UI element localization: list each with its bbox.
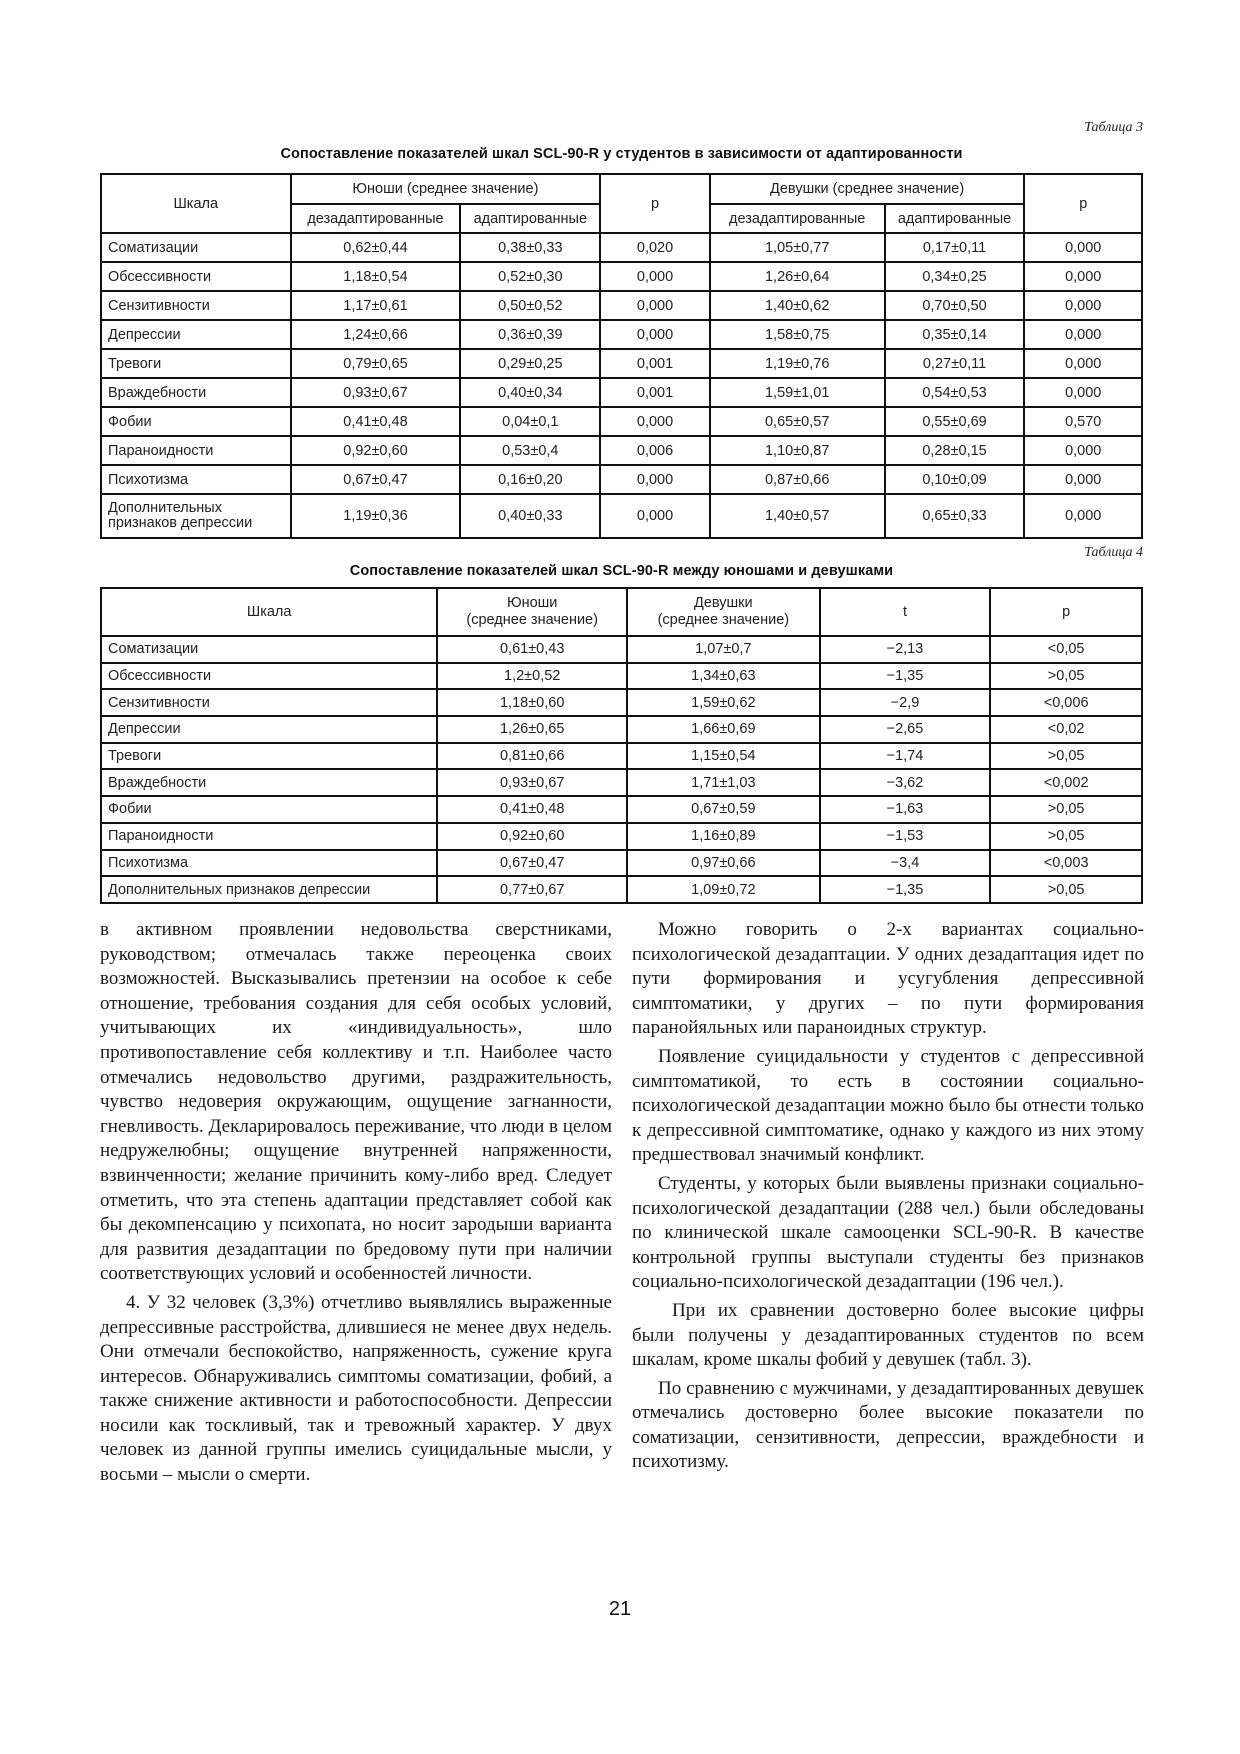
- t3-cell-scale: Дополнительных признаков депрессии: [101, 494, 291, 538]
- paragraph: в активном проявлении недовольства сверстниками, руководством; отмечалась также переоценка своих возможностей. Высказывались претензии на особое к себе отношение, требования создания для себя особых условий, учитывающих их «индивидуальность», шло противопоставление себя коллективу и т.п. Наиболее часто отмечались недовольство другими, раздражительность, чувство недоверия окружающим, ощущение загнанности, гневливость. Декларировалось переживание, что люди в целом недружелюбны; ощущение внутренней напряженности, взвинченности; желание причинить кому-либо вред. Следует отметить, что эта степень адаптации представляет собой как бы декомпенсацию у психопата, но носит зародыши варианта для развития дезадаптации по бредовому пути при наличии соответствующих условий и особенностей личности.: [100, 919, 612, 1285]
- t4-cell-boys: 0,67±0,47: [437, 850, 627, 877]
- table-row: [101, 769, 1142, 796]
- t4-cell-t: −2,13: [820, 636, 991, 663]
- t3-cell-girls-adapted: 0,27±0,11: [885, 349, 1025, 378]
- t3-cell-girls-p: 0,000: [1024, 262, 1142, 291]
- t4-cell-boys: 1,2±0,52: [437, 663, 627, 690]
- t3-cell-boys-p: 0,001: [600, 378, 710, 407]
- table4-label: Таблица 4: [1084, 545, 1143, 560]
- t3-header-girls-maladapted: дезадаптированные: [710, 204, 885, 233]
- t4-cell-p: >0,05: [990, 663, 1142, 690]
- t3-cell-boys-p: 0,000: [600, 465, 710, 494]
- t3-cell-girls-maladapted: 1,26±0,64: [710, 262, 885, 291]
- table-row: [101, 349, 1142, 378]
- table-row: [101, 823, 1142, 850]
- t4-header-scale: Шкала: [101, 588, 437, 636]
- t4-cell-t: −2,65: [820, 716, 991, 743]
- t4-cell-p: <0,003: [990, 850, 1142, 877]
- t3-cell-girls-maladapted: 1,58±0,75: [710, 320, 885, 349]
- table-row: [101, 407, 1142, 436]
- t4-cell-p: >0,05: [990, 823, 1142, 850]
- t4-cell-girls: 1,16±0,89: [627, 823, 820, 850]
- body-column-left: [100, 918, 612, 1492]
- t3-cell-boys-maladapted: 0,67±0,47: [291, 465, 461, 494]
- t4-cell-scale: Депрессии: [101, 716, 437, 743]
- t3-cell-scale: Фобии: [101, 407, 291, 436]
- t4-cell-t: −2,9: [820, 689, 991, 716]
- t3-cell-girls-maladapted: 1,40±0,57: [710, 494, 885, 538]
- t3-cell-boys-maladapted: 0,92±0,60: [291, 436, 461, 465]
- t3-cell-scale: Обсессивности: [101, 262, 291, 291]
- t3-header-scale: Шкала: [101, 174, 291, 233]
- t3-cell-boys-adapted: 0,50±0,52: [460, 291, 600, 320]
- paragraph: 4. У 32 человек (3,3%) отчетливо выявлялись выраженные депрессивные расстройства, длившиеся не менее двух недель. Они отмечали беспокойство, напряженность, сужение круга интересов. Обнаруживались симптомы соматизации, фобий, а также снижение активности и работоспособности. Депрессии носили как тоскливый, так и тревожный характер. У двух человек из данной группы имелись суицидальные мысли, у восьми – мысли о смерти.: [100, 1291, 612, 1486]
- t4-cell-p: <0,006: [990, 689, 1142, 716]
- t4-header-t: t: [820, 588, 991, 636]
- t3-cell-girls-adapted: 0,35±0,14: [885, 320, 1025, 349]
- table-row: [101, 494, 1142, 538]
- t3-cell-girls-p: 0,000: [1024, 494, 1142, 538]
- t4-cell-boys: 0,81±0,66: [437, 743, 627, 770]
- table4-title: Сопоставление показателей шкал SCL-90-R между юношами и девушками: [349, 563, 894, 579]
- t3-header-boys: Юноши (среднее значение): [291, 174, 601, 204]
- t4-cell-girls: 0,97±0,66: [627, 850, 820, 877]
- t4-cell-boys: 0,93±0,67: [437, 769, 627, 796]
- t3-cell-boys-maladapted: 0,79±0,65: [291, 349, 461, 378]
- t3-cell-girls-maladapted: 1,59±1,01: [710, 378, 885, 407]
- t3-cell-boys-p: 0,000: [600, 262, 710, 291]
- t4-cell-boys: 0,61±0,43: [437, 636, 627, 663]
- paragraph: Появление суицидальности у студентов с депрессивной симптоматикой, то есть в состоянии социально-психологической дезадаптации можно было бы отнести только к депрессивной симптоматике, однако у каждого из них этому предшествовал значимый конфликт.: [632, 1045, 1144, 1166]
- t4-cell-scale: Враждебности: [101, 769, 437, 796]
- t4-cell-t: −1,35: [820, 663, 991, 690]
- t4-cell-t: −1,35: [820, 876, 991, 903]
- t4-cell-girls: 1,66±0,69: [627, 716, 820, 743]
- t3-cell-scale: Тревоги: [101, 349, 291, 378]
- t3-header-boys-adapted: адаптированные: [460, 204, 600, 233]
- t4-cell-boys: 0,41±0,48: [437, 796, 627, 823]
- table3-title: Сопоставление показателей шкал SCL-90-R у студентов в зависимости от адаптированности: [280, 146, 963, 162]
- t4-header-p: p: [990, 588, 1142, 636]
- table-row: [101, 716, 1142, 743]
- t3-cell-boys-adapted: 0,36±0,39: [460, 320, 600, 349]
- t3-cell-scale: Враждебности: [101, 378, 291, 407]
- t4-cell-girls: 1,09±0,72: [627, 876, 820, 903]
- table-row: [101, 436, 1142, 465]
- t3-cell-girls-maladapted: 1,19±0,76: [710, 349, 885, 378]
- t3-cell-girls-p: 0,000: [1024, 465, 1142, 494]
- table-row: [101, 850, 1142, 877]
- t3-cell-girls-p: 0,000: [1024, 436, 1142, 465]
- t4-header-girls: [627, 588, 820, 636]
- t3-cell-boys-adapted: 0,29±0,25: [460, 349, 600, 378]
- t4-header-girls-line2: (среднее значение): [657, 612, 790, 628]
- t3-cell-girls-p: 0,000: [1024, 233, 1142, 262]
- t3-cell-girls-adapted: 0,17±0,11: [885, 233, 1025, 262]
- t3-cell-girls-adapted: 0,65±0,33: [885, 494, 1025, 538]
- t3-header-girls-adapted: адаптированные: [885, 204, 1025, 233]
- t4-header-boys: [437, 588, 627, 636]
- t4-cell-girls: 1,07±0,7: [627, 636, 820, 663]
- t3-cell-boys-adapted: 0,38±0,33: [460, 233, 600, 262]
- t4-cell-scale: Тревоги: [101, 743, 437, 770]
- paragraph: Можно говорить о 2-х вариантах социально-психологической дезадаптации. У одних дезадаптация идет по пути формирования и усугубления депрессивной симптоматики, у других – по пути формирования паранойяльных или параноидных структур.: [632, 919, 1144, 1039]
- t4-cell-p: <0,05: [990, 636, 1142, 663]
- t3-cell-boys-maladapted: 1,17±0,61: [291, 291, 461, 320]
- t4-cell-scale: Психотизма: [101, 850, 437, 877]
- t3-cell-girls-adapted: 0,55±0,69: [885, 407, 1025, 436]
- t3-cell-girls-adapted: 0,70±0,50: [885, 291, 1025, 320]
- t3-cell-girls-adapted: 0,28±0,15: [885, 436, 1025, 465]
- t3-cell-boys-p: 0,006: [600, 436, 710, 465]
- t3-cell-girls-p: 0,000: [1024, 378, 1142, 407]
- t3-cell-boys-adapted: 0,40±0,34: [460, 378, 600, 407]
- t3-cell-scale: Психотизма: [101, 465, 291, 494]
- table-row: [101, 663, 1142, 690]
- t4-cell-boys: 0,77±0,67: [437, 876, 627, 903]
- t3-header-girls-p: p: [1024, 174, 1142, 233]
- t4-cell-scale: Параноидности: [101, 823, 437, 850]
- t4-header-girls-line1: Девушки: [694, 595, 753, 611]
- t4-cell-t: −1,74: [820, 743, 991, 770]
- t3-cell-boys-adapted: 0,16±0,20: [460, 465, 600, 494]
- paragraph: Студенты, у которых были выявлены признаки социально-психологической дезадаптации (288 чел.) были обследованы по клинической шкале самооценки SCL-90-R. В качестве контрольной группы выступали студенты без признаков социально-психологической дезадаптации (196 чел.).: [632, 1172, 1144, 1293]
- t4-cell-girls: 0,67±0,59: [627, 796, 820, 823]
- t4-cell-t: −3,62: [820, 769, 991, 796]
- t4-cell-t: −1,63: [820, 796, 991, 823]
- t3-cell-girls-maladapted: 1,40±0,62: [710, 291, 885, 320]
- paragraph: При их сравнении достоверно более высокие цифры были получены у дезадаптированных студентов по всем шкалам, кроме шкалы фобий у девушек (табл. 3).: [632, 1299, 1144, 1371]
- table-row: [101, 689, 1142, 716]
- t3-cell-scale: Сензитивности: [101, 291, 291, 320]
- t4-cell-boys: 1,26±0,65: [437, 716, 627, 743]
- table3: [100, 173, 1143, 539]
- table-row: [101, 876, 1142, 903]
- t4-header-boys-line1: Юноши: [506, 595, 558, 611]
- table-row: [101, 378, 1142, 407]
- table-row: [101, 233, 1142, 262]
- table-row: [101, 796, 1142, 823]
- table-row: [101, 743, 1142, 770]
- t3-cell-girls-p: 0,000: [1024, 291, 1142, 320]
- t3-cell-boys-maladapted: 0,62±0,44: [291, 233, 461, 262]
- t3-cell-girls-adapted: 0,10±0,09: [885, 465, 1025, 494]
- t4-cell-scale: Сензитивности: [101, 689, 437, 716]
- t3-cell-boys-p: 0,000: [600, 494, 710, 538]
- t3-cell-boys-p: 0,020: [600, 233, 710, 262]
- t3-cell-boys-maladapted: 0,93±0,67: [291, 378, 461, 407]
- t3-cell-boys-maladapted: 1,19±0,36: [291, 494, 461, 538]
- t4-cell-boys: 1,18±0,60: [437, 689, 627, 716]
- t3-cell-boys-maladapted: 1,18±0,54: [291, 262, 461, 291]
- t4-cell-boys: 0,92±0,60: [437, 823, 627, 850]
- t4-cell-scale: Фобии: [101, 796, 437, 823]
- t4-cell-girls: 1,71±1,03: [627, 769, 820, 796]
- t3-cell-girls-maladapted: 0,87±0,66: [710, 465, 885, 494]
- t4-cell-girls: 1,15±0,54: [627, 743, 820, 770]
- t3-cell-girls-maladapted: 0,65±0,57: [710, 407, 885, 436]
- t3-cell-boys-adapted: 0,40±0,33: [460, 494, 600, 538]
- t3-cell-scale: Параноидности: [101, 436, 291, 465]
- t3-header-girls: Девушки (среднее значение): [710, 174, 1025, 204]
- paragraph: По сравнению с мужчинами, у дезадаптированных девушек отмечались достоверно более высокие показатели по соматизации, сензитивности, депрессии, враждебности и психотизму.: [632, 1377, 1144, 1473]
- page-number: 21: [608, 1598, 632, 1620]
- t3-cell-boys-maladapted: 0,41±0,48: [291, 407, 461, 436]
- table4: [100, 587, 1143, 904]
- t4-cell-p: >0,05: [990, 796, 1142, 823]
- t3-cell-boys-adapted: 0,53±0,4: [460, 436, 600, 465]
- t3-cell-boys-p: 0,000: [600, 407, 710, 436]
- t3-cell-scale: Соматизации: [101, 233, 291, 262]
- t4-cell-scale: Дополнительных признаков депрессии: [101, 876, 437, 903]
- t3-cell-boys-adapted: 0,04±0,1: [460, 407, 600, 436]
- t4-cell-p: >0,05: [990, 743, 1142, 770]
- t4-cell-p: >0,05: [990, 876, 1142, 903]
- t3-cell-girls-maladapted: 1,05±0,77: [710, 233, 885, 262]
- table-row: [101, 262, 1142, 291]
- t4-cell-scale: Обсессивности: [101, 663, 437, 690]
- t4-cell-girls: 1,34±0,63: [627, 663, 820, 690]
- t4-cell-p: <0,002: [990, 769, 1142, 796]
- t3-header-boys-p: p: [600, 174, 710, 233]
- table-row: [101, 291, 1142, 320]
- t4-cell-t: −3,4: [820, 850, 991, 877]
- table-row: [101, 636, 1142, 663]
- t4-cell-scale: Соматизации: [101, 636, 437, 663]
- t3-cell-girls-adapted: 0,34±0,25: [885, 262, 1025, 291]
- t3-cell-girls-maladapted: 1,10±0,87: [710, 436, 885, 465]
- t4-header-boys-line2: (среднее значение): [466, 612, 598, 628]
- t3-header-boys-maladapted: дезадаптированные: [291, 204, 461, 233]
- t3-cell-boys-p: 0,000: [600, 320, 710, 349]
- t3-cell-scale: Депрессии: [101, 320, 291, 349]
- t3-cell-girls-adapted: 0,54±0,53: [885, 378, 1025, 407]
- t4-cell-t: −1,53: [820, 823, 991, 850]
- table-row: [101, 465, 1142, 494]
- table-row: [101, 320, 1142, 349]
- table3-label: Таблица 3: [1084, 120, 1143, 135]
- t3-cell-girls-p: 0,000: [1024, 349, 1142, 378]
- t4-cell-p: <0,02: [990, 716, 1142, 743]
- t3-cell-boys-p: 0,000: [600, 291, 710, 320]
- t3-cell-girls-p: 0,000: [1024, 320, 1142, 349]
- t3-cell-girls-p: 0,570: [1024, 407, 1142, 436]
- t3-cell-boys-adapted: 0,52±0,30: [460, 262, 600, 291]
- t4-cell-girls: 1,59±0,62: [627, 689, 820, 716]
- t3-cell-boys-maladapted: 1,24±0,66: [291, 320, 461, 349]
- t3-cell-boys-p: 0,001: [600, 349, 710, 378]
- body-column-right: [632, 918, 1144, 1479]
